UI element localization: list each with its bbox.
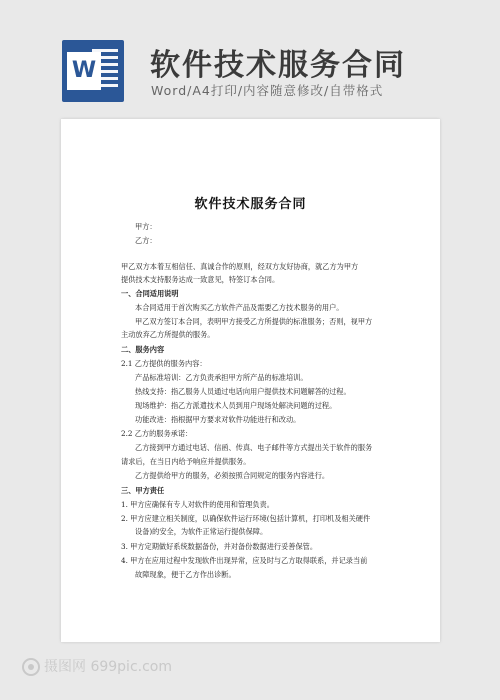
- document-line: 乙方提供给甲方的服务，必须按照合同规定的服务内容进行。: [135, 471, 330, 480]
- header: [0, 0, 500, 110]
- document-line: 产品标准培训：乙方负责承担甲方所产品的标准培训。: [135, 373, 308, 382]
- watermark-text: 摄图网 699pic.com: [44, 659, 172, 675]
- document-line: 主动放弃乙方所提供的服务。: [121, 330, 215, 339]
- section-heading: 三、甲方责任: [121, 486, 165, 495]
- document-line: 2. 甲方应建立相关制度，以确保软件运行环境(包括计算机，打印机及相关硬件: [121, 514, 371, 523]
- document-line: 热线支持：指乙服务人员通过电话向用户提供技术问题解答的过程。: [135, 387, 351, 396]
- document-line: 甲乙双方签订本合同，表明甲方接受乙方所提供的标准服务；否则，视甲方: [135, 317, 373, 326]
- document-line: 乙方接到甲方通过电话、信函、传真、电子邮件等方式提出关于软件的服务: [135, 443, 373, 452]
- watermark-logo-icon: [22, 658, 40, 676]
- document-line: 现场维护：指乙方派遣技术人员到用户现场处解决问题的过程。: [135, 401, 337, 410]
- document-line: 1. 甲方应确保有专人对软件的使用和管理负责。: [121, 500, 274, 509]
- document-line: 提供技术支持服务达成一致意见，特签订本合同。: [121, 275, 280, 284]
- document-page: [61, 119, 440, 642]
- document-line: 4. 甲方在应用过程中发现软件出现异常，应及时与乙方取得联系，并记录当前: [121, 556, 368, 565]
- section-heading: 一、合同适用说明: [121, 289, 179, 298]
- header-title: 软件技术服务合同: [150, 48, 406, 83]
- document-title: 软件技术服务合同: [194, 197, 307, 212]
- document-line: 甲方：: [135, 222, 157, 231]
- document-line: 故障现象，便于乙方作出诊断。: [135, 570, 236, 579]
- document-line: 2.1 乙方提供的服务内容：: [121, 359, 207, 368]
- header-subtitle: Word/A4打印/内容随意修改/自带格式: [151, 83, 384, 98]
- document-line: 功能改进：指根据甲方要求对软件功能进行和改动。: [135, 415, 301, 424]
- document-line: 设备)的安全，为软件正常运行提供保障。: [135, 527, 268, 536]
- document-line: 甲乙双方本着互相信任、真诚合作的原则，经双方友好协商，就乙方为甲方: [121, 262, 359, 271]
- document-line: 本合同适用于首次购买乙方软件产品及需要乙方技术服务的用户。: [135, 303, 344, 312]
- section-heading: 二、服务内容: [121, 345, 165, 354]
- document-line: 乙方：: [135, 236, 157, 245]
- word-document-icon: [62, 40, 124, 102]
- word-icon-letter: W: [67, 52, 101, 90]
- document-line: 请求后，在当日内给予响应并提供服务。: [121, 457, 251, 466]
- watermark: [22, 656, 172, 678]
- document-line: 3. 甲方定期做好系统数据备份，并对备份数据进行妥善保管。: [121, 542, 318, 551]
- document-line: 2.2 乙方的服务承诺：: [121, 429, 193, 438]
